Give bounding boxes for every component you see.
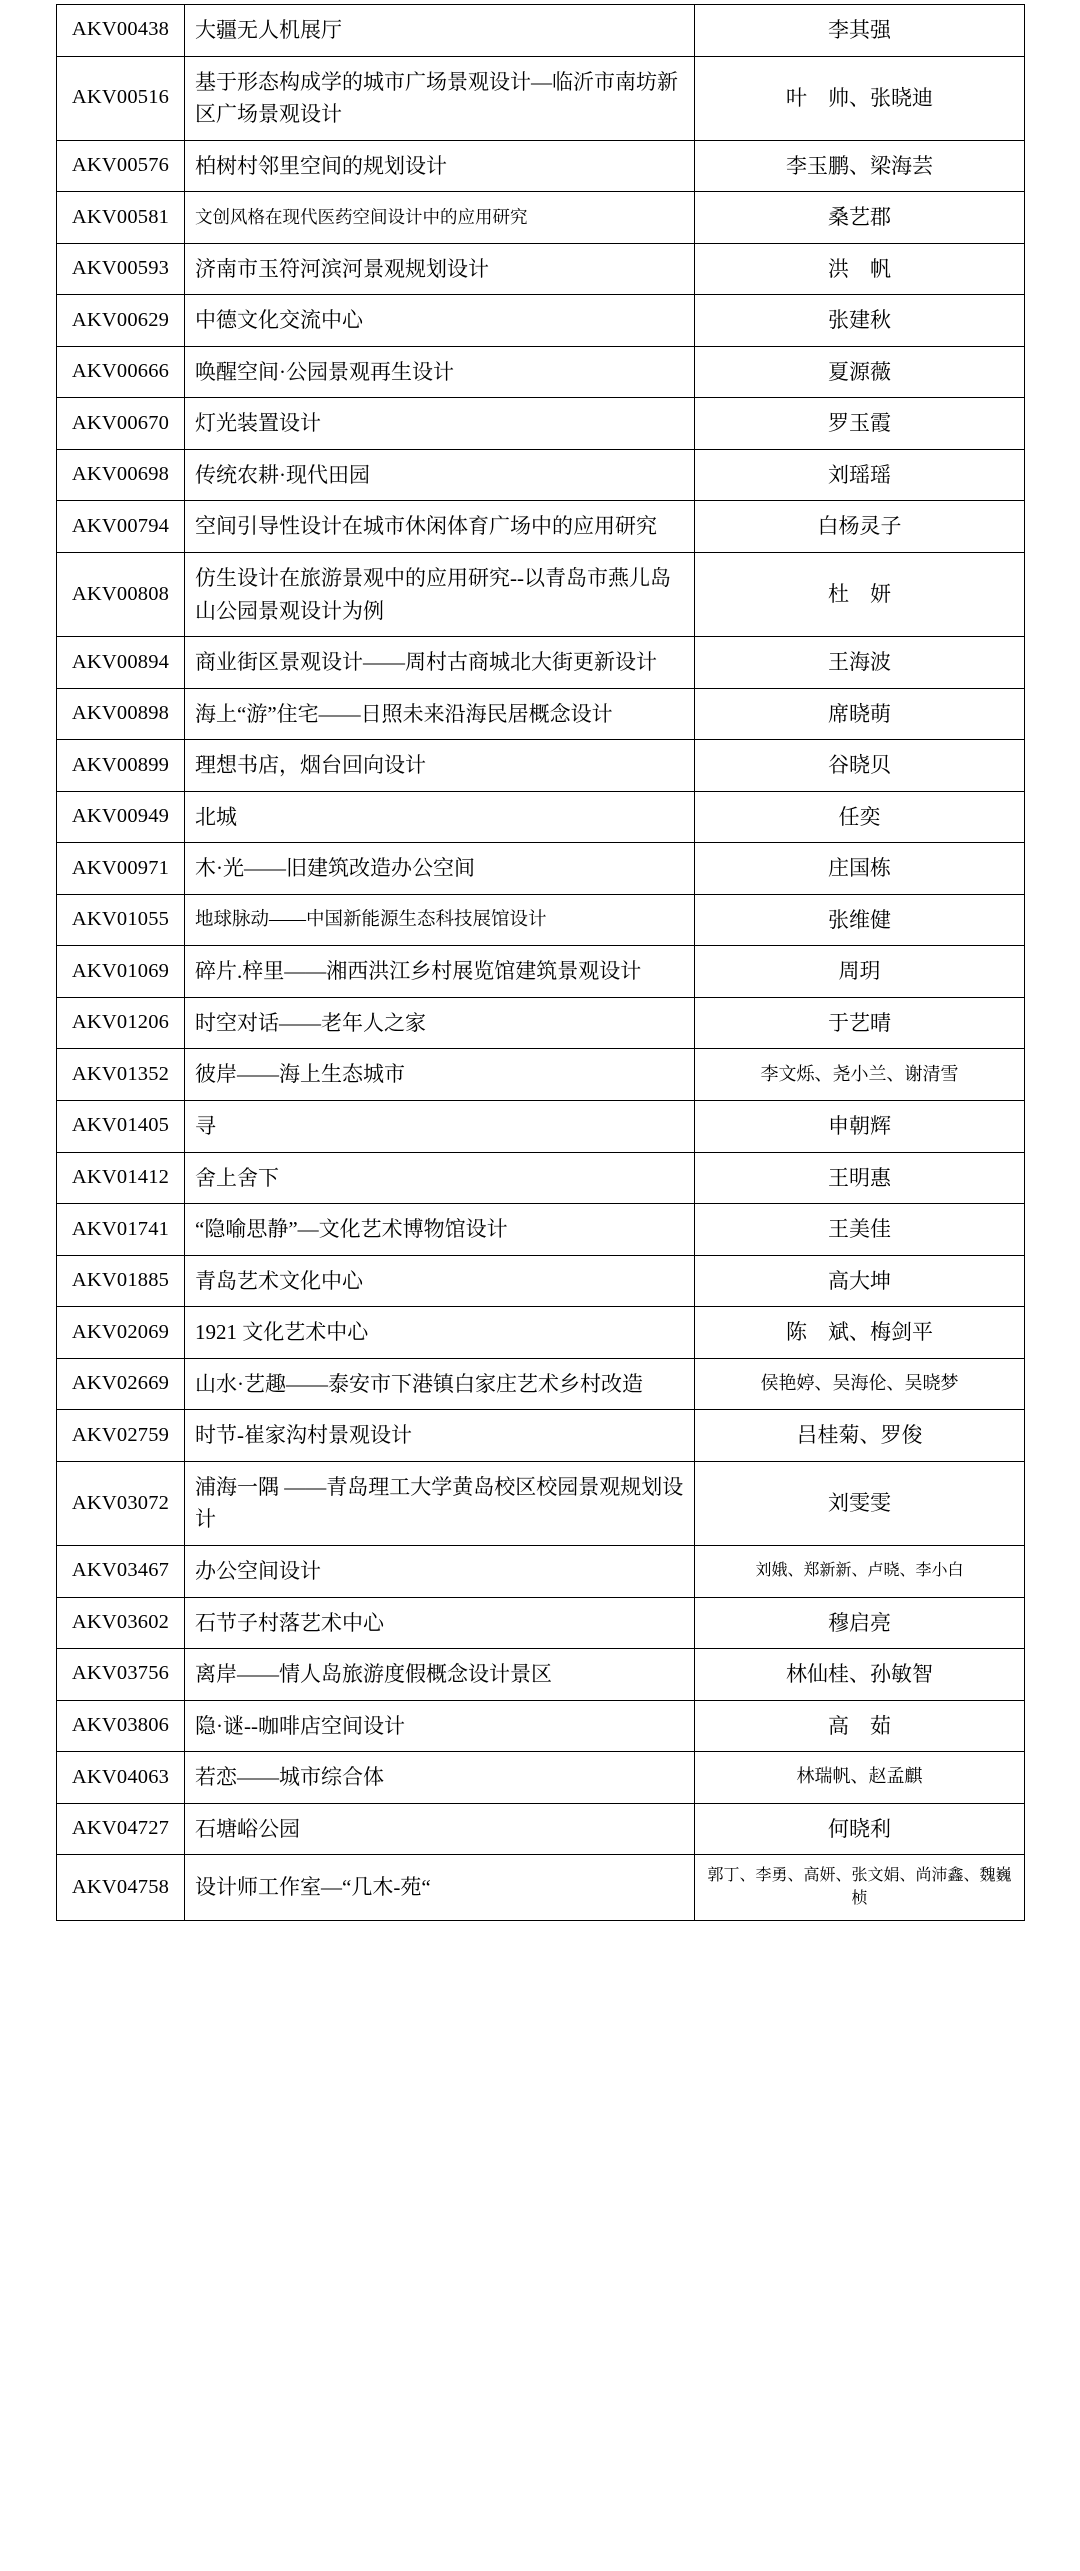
cell-code [57,1855,185,1920]
entry-table [56,4,1025,1921]
cell-code [57,346,185,398]
table-row [57,1700,1025,1752]
cell-author [695,346,1025,398]
entry-author: 叶 帅、张晓迪 [786,85,933,110]
entry-author: 陈 斌、梅剑平 [786,1320,933,1345]
cell-title [185,398,695,450]
entry-code: AKV00576 [71,154,170,177]
entry-title: 浦海一隅 ——青岛理工大学黄岛校区校园景观规划设计 [195,1474,684,1532]
cell-author [695,56,1025,140]
entry-title: 文创风格在现代医药空间设计中的应用研究 [195,206,528,227]
entry-title: 空间引导性设计在城市休闲体育广场中的应用研究 [195,514,657,539]
cell-code [57,1700,185,1752]
cell-title [185,1597,695,1649]
cell-author [695,501,1025,553]
entry-author: 罗玉霞 [828,411,891,436]
cell-code [57,946,185,998]
table-row [57,1855,1025,1920]
table-row [57,398,1025,450]
table-row [57,1410,1025,1462]
cell-author [695,243,1025,295]
entry-author: 于艺晴 [828,1010,891,1035]
entry-title: 舍上舍下 [195,1165,279,1190]
cell-author [695,1545,1025,1597]
entry-title: 石塘峪公园 [195,1816,300,1841]
cell-title [185,1752,695,1804]
entry-code: AKV01055 [71,908,170,931]
entry-code: AKV03602 [71,1610,170,1633]
cell-title [185,295,695,347]
table-row [57,894,1025,946]
entry-author: 桑艺郡 [828,205,891,230]
table-row [57,295,1025,347]
cell-code [57,637,185,689]
cell-code [57,553,185,637]
cell-title [185,140,695,192]
cell-author [695,997,1025,1049]
cell-author [695,1204,1025,1256]
entry-author: 林仙桂、孙敏智 [786,1662,933,1687]
cell-code [57,1461,185,1545]
entry-code: AKV00698 [71,463,170,486]
entry-author: 李其强 [828,18,891,42]
entry-title: 办公空间设计 [195,1558,321,1583]
cell-code [57,1255,185,1307]
cell-code [57,501,185,553]
cell-author [695,1461,1025,1545]
entry-title: 地球脉动——中国新能源生态科技展馆设计 [195,909,547,930]
entry-author: 何晓利 [828,1816,891,1841]
entry-title: 隐·谜--咖啡店空间设计 [195,1713,405,1738]
cell-title [185,1204,695,1256]
entry-code: AKV01405 [71,1114,170,1137]
entry-title: 木·光——旧建筑改造办公空间 [195,856,475,881]
cell-title [185,1803,695,1855]
cell-author [695,1152,1025,1204]
table-row [57,1545,1025,1597]
cell-code [57,997,185,1049]
cell-title [185,997,695,1049]
cell-title [185,1461,695,1545]
cell-author [695,843,1025,895]
entry-author: 王美佳 [828,1217,891,1242]
cell-title [185,1649,695,1701]
cell-title [185,449,695,501]
entry-author: 刘雯雯 [828,1491,891,1516]
entry-author: 王明惠 [828,1165,891,1190]
table-row [57,843,1025,895]
cell-title [185,1307,695,1359]
cell-code [57,843,185,895]
entry-title: 北城 [195,804,237,829]
entry-code: AKV04063 [71,1765,170,1788]
cell-code [57,140,185,192]
entry-code: AKV00438 [71,18,170,41]
entry-title: 理想书店，烟台回向设计 [195,753,426,778]
cell-author [695,5,1025,57]
entry-author: 周玥 [838,959,881,984]
table-row [57,140,1025,192]
entry-author: 刘瑶瑶 [828,462,891,487]
entry-author: 张建秋 [828,308,891,333]
cell-code [57,1358,185,1410]
entry-title: 彼岸——海上生态城市 [195,1062,405,1087]
entry-code: AKV01741 [71,1217,170,1240]
table-row [57,637,1025,689]
entry-code: AKV00898 [71,702,170,725]
cell-author [695,1049,1025,1101]
cell-title [185,843,695,895]
entry-author: 林瑞帆、赵孟麒 [796,1766,923,1787]
cell-title [185,1358,695,1410]
entry-code: AKV03467 [71,1559,170,1582]
entry-code: AKV02069 [71,1320,170,1343]
cell-code [57,1049,185,1101]
entry-author: 吕桂菊、罗俊 [796,1423,923,1448]
entry-code: AKV04727 [71,1817,170,1840]
entry-author: 夏源薇 [828,359,891,384]
entry-author: 白杨灵子 [817,514,902,539]
entry-code: AKV01885 [71,1269,170,1292]
cell-author [695,1649,1025,1701]
cell-author [695,946,1025,998]
entry-code: AKV00629 [71,308,170,331]
entry-title: 商业街区景观设计——周村古商城北大街更新设计 [195,650,657,675]
cell-author [695,1752,1025,1804]
cell-title [185,637,695,689]
entry-author: 任奕 [838,804,881,829]
table-row [57,1649,1025,1701]
cell-code [57,740,185,792]
cell-title [185,946,695,998]
cell-author [695,688,1025,740]
entry-code: AKV02669 [71,1372,170,1395]
cell-author [695,1855,1025,1920]
entry-author: 杜 妍 [828,582,891,607]
entry-code: AKV00666 [71,360,170,383]
table-row [57,1461,1025,1545]
entry-title: 基于形态构成学的城市广场景观设计—临沂市南坊新区广场景观设计 [195,69,678,127]
cell-title [185,501,695,553]
entry-title: 时节-崔家沟村景观设计 [195,1423,412,1448]
entry-code: AKV00516 [71,86,170,109]
cell-code [57,1307,185,1359]
entry-code: AKV03072 [71,1491,170,1514]
cell-title [185,1049,695,1101]
cell-title [185,5,695,57]
cell-author [695,1255,1025,1307]
table-row [57,1255,1025,1307]
entry-title: 碎片.梓里——湘西洪江乡村展览馆建筑景观设计 [195,959,642,984]
entry-code: AKV04758 [71,1875,170,1898]
cell-title [185,688,695,740]
entry-code: AKV00581 [71,205,170,228]
entry-title: 青岛艺术文化中心 [195,1268,363,1293]
entry-title: 济南市玉符河滨河景观规划设计 [195,256,489,281]
table-row [57,740,1025,792]
entry-code: AKV00794 [71,514,170,537]
entry-code: AKV01352 [71,1062,170,1085]
cell-title [185,1545,695,1597]
entry-code: AKV00670 [71,411,170,434]
cell-code [57,398,185,450]
entry-title: 海上“游”住宅——日照未来沿海民居概念设计 [195,701,613,726]
table-body [57,5,1025,1921]
entry-title: 时空对话——老年人之家 [195,1010,426,1035]
cell-code [57,56,185,140]
cell-code [57,449,185,501]
entry-code: AKV00894 [71,650,170,673]
entry-code: AKV01206 [71,1011,170,1034]
cell-code [57,1410,185,1462]
cell-title [185,1101,695,1153]
cell-author [695,1700,1025,1752]
entry-title: 石节子村落艺术中心 [195,1610,384,1635]
entry-code: AKV01069 [71,959,170,982]
cell-code [57,1152,185,1204]
entry-author: 席晓萌 [828,701,891,726]
table-row [57,1152,1025,1204]
cell-title [185,894,695,946]
entry-author: 刘娥、郑新新、卢晓、李小白 [755,1562,964,1580]
entry-title: 1921 文化艺术中心 [195,1320,369,1345]
cell-author [695,791,1025,843]
cell-code [57,1597,185,1649]
table-row [57,1307,1025,1359]
entry-title: 唤醒空间·公园景观再生设计 [195,359,454,384]
entry-code: AKV00971 [71,856,170,879]
entry-author: 穆启亮 [828,1610,891,1635]
cell-title [185,192,695,244]
cell-code [57,5,185,57]
table-row [57,1101,1025,1153]
cell-author [695,637,1025,689]
cell-title [185,346,695,398]
cell-code [57,1752,185,1804]
cell-author [695,398,1025,450]
table-row [57,243,1025,295]
entry-author: 高 茹 [828,1713,891,1738]
table-row [57,997,1025,1049]
cell-title [185,56,695,140]
entry-code: AKV03756 [71,1662,170,1685]
cell-author [695,740,1025,792]
cell-author [695,140,1025,192]
table-row [57,192,1025,244]
cell-code [57,192,185,244]
entry-author: 洪 帆 [828,256,891,281]
cell-title [185,553,695,637]
entry-author: 侯艳婷、吴海伦、吴晓梦 [760,1373,959,1394]
table-row [57,553,1025,637]
entry-title: 大疆无人机展厅 [195,18,342,42]
entry-code: AKV03806 [71,1713,170,1736]
table-row [57,501,1025,553]
cell-code [57,894,185,946]
entry-title: 中德文化交流中心 [195,308,363,333]
cell-author [695,295,1025,347]
cell-author [695,1101,1025,1153]
entry-author: 李玉鹏、梁海芸 [786,153,933,178]
table-row [57,449,1025,501]
table-row [57,1752,1025,1804]
entry-title: 传统农耕·现代田园 [195,462,370,487]
entry-title: 灯光装置设计 [195,411,321,436]
entry-title: 离岸——情人岛旅游度假概念设计景区 [195,1662,552,1687]
entry-author: 张维健 [828,907,891,932]
table-row [57,5,1025,57]
cell-code [57,1803,185,1855]
cell-author [695,192,1025,244]
cell-author [695,894,1025,946]
cell-title [185,243,695,295]
cell-author [695,1803,1025,1855]
cell-title [185,1255,695,1307]
entry-title: “隐喻思静”—文化艺术博物馆设计 [195,1217,508,1242]
entry-author: 庄国栋 [828,856,891,881]
table-row [57,1803,1025,1855]
entry-author: 王海波 [828,650,891,675]
cell-title [185,1855,695,1920]
entry-author: 谷晓贝 [828,753,891,778]
table-row [57,946,1025,998]
cell-title [185,1700,695,1752]
entry-author: 郭丁、李勇、高妍、张文娟、尚沛鑫、魏巍桢 [707,1867,1012,1908]
cell-author [695,1410,1025,1462]
table-row [57,346,1025,398]
cell-code [57,791,185,843]
cell-author [695,1597,1025,1649]
cell-author [695,449,1025,501]
table-row [57,1049,1025,1101]
entry-code: AKV01412 [71,1165,170,1188]
cell-code [57,243,185,295]
entry-title: 柏树村邻里空间的规划设计 [195,153,447,178]
cell-code [57,688,185,740]
table-row [57,1358,1025,1410]
entry-code: AKV00899 [71,753,170,776]
entry-code: AKV02759 [71,1423,170,1446]
entry-author: 李文烁、尧小兰、谢清雪 [760,1063,959,1084]
table-row [57,688,1025,740]
entry-author: 高大坤 [828,1268,891,1293]
cell-code [57,1649,185,1701]
entry-title: 设计师工作室—“几木-苑“ [195,1875,431,1900]
cell-title [185,1410,695,1462]
entry-code: AKV00808 [71,582,170,605]
entry-title: 仿生设计在旅游景观中的应用研究--以青岛市燕儿岛山公园景观设计为例 [195,566,671,623]
entry-title: 山水·艺趣——泰安市下港镇白家庄艺术乡村改造 [195,1371,643,1396]
entry-author: 申朝辉 [828,1114,891,1139]
cell-title [185,1152,695,1204]
entry-code: AKV00949 [71,805,170,828]
table-row [57,791,1025,843]
cell-code [57,1545,185,1597]
cell-author [695,1358,1025,1410]
table-row [57,56,1025,140]
cell-code [57,1101,185,1153]
cell-code [57,1204,185,1256]
table-row [57,1597,1025,1649]
cell-author [695,1307,1025,1359]
cell-author [695,553,1025,637]
cell-code [57,295,185,347]
entry-title: 寻 [195,1114,216,1139]
entry-code: AKV00593 [71,257,170,280]
entry-title: 若恋——城市综合体 [195,1765,384,1790]
table-row [57,1204,1025,1256]
cell-title [185,791,695,843]
cell-title [185,740,695,792]
